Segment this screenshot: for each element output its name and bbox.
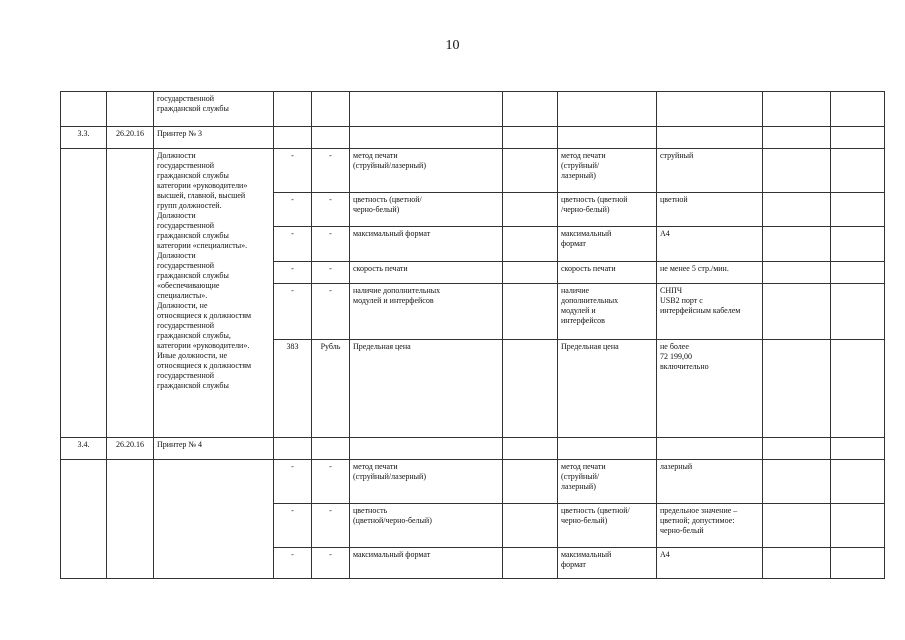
position-group: Должности государственной гражданской службы категории «руководители» высшей, главной, высшей групп должностей. Должности государственной гражданской службы категории «специалисты». Должности государственной гражданской службы «обеспечивающие специалисты». Должности, не относящиеся к должностям государственной гражданской службы, категории «руководители». Иные должности, не относящиеся к должностям государственной гражданской службы: [154, 149, 274, 438]
section-code: 26.20.16: [107, 438, 154, 460]
table-row: Должности государственной гражданской службы категории «руководители» высшей, главной, высшей групп должностей. Должности государственной гражданской службы категории «специалисты». Должности государственной гражданской службы «обеспечивающие специалисты». Должности, не относящиеся к должностям государственной гражданской службы, категории «руководители». Иные должности, не относящиеся к должностям государственной гражданской службы - - метод печати (струйный/лазерный) метод печати (струйный/ лазерный) струйный: [61, 149, 885, 193]
table-row: - - цветность (цветной/ черно-белый) цветность (цветной /черно-белый) цветной: [61, 193, 885, 227]
page-number: 10: [445, 38, 460, 53]
table-row: - - максимальный формат максимальный формат А4: [61, 548, 885, 579]
section-number: 3.4.: [61, 438, 107, 460]
table-row: - - метод печати (струйный/лазерный) метод печати (струйный/ лазерный) лазерный: [61, 460, 885, 504]
table-row: - - наличие дополнительных модулей и интерфейсов наличие дополнительных модулей и интерфейсов СНПЧ USB2 порт с интерфейсным кабелем: [61, 284, 885, 340]
table-row: [61, 92, 885, 127]
group-continuation: государственной гражданской службы: [154, 92, 274, 127]
table-row: - - максимальный формат максимальный формат А4: [61, 227, 885, 262]
section-title: Принтер № 3: [154, 127, 274, 149]
section-code: 26.20.16: [107, 127, 154, 149]
section-title: Принтер № 4: [154, 438, 274, 460]
section-header-row: [61, 127, 885, 149]
section-number: 3.3.: [61, 127, 107, 149]
requirements-table: [60, 91, 885, 579]
table-row: - - скорость печати скорость печати не менее 5 стр./мин.: [61, 262, 885, 284]
section-header-row: [61, 438, 885, 460]
table-row: - - цветность (цветной/черно-белый) цветность (цветной/ черно-белый) предельное значение – цветной; допустимое: черно-белый: [61, 504, 885, 548]
table-row: 383 Рубль Предельная цена Предельная цена не более 72 199,00 включительно: [61, 340, 885, 438]
